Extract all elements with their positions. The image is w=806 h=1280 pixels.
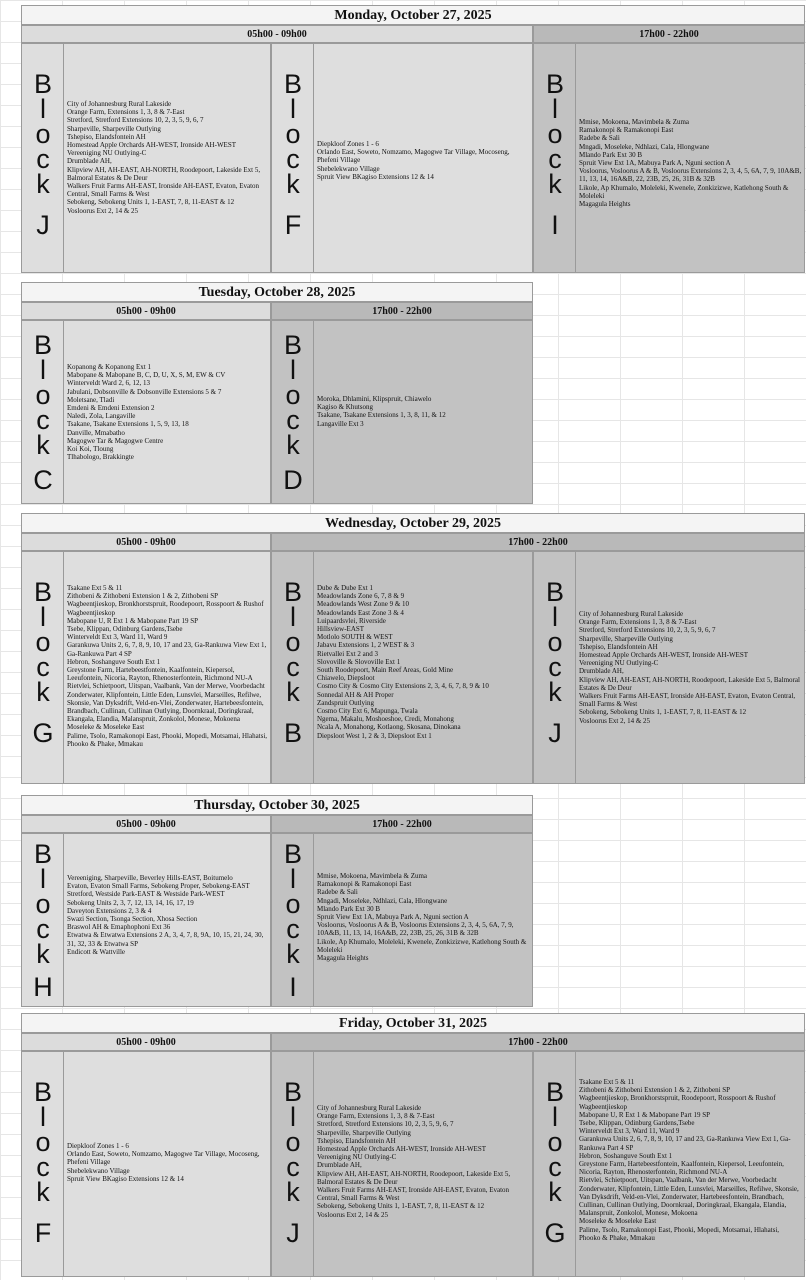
evening-slot-header: 17h00 - 22h00 [271,815,533,833]
block-letter-column [272,321,314,503]
block-cell [21,43,271,273]
block-label: B l o c k F [283,69,302,240]
area-list: City of Johannesburg Rural Lakeside Orange Farm, Extensions 1, 3, 8 & 7-East Stretford, Stretford Extensions 10, 2, 3, 5, 9, 6, 7 Sharpeville, Sharpeville Outlying Tshepiso, Elandsfontein AH Homestead Apple Orchards AH-WEST, Ironside AH-WEST Vereeniging NU Outlying-C Drumblade AH, Klipview AH, AH-EAST, AH-NORTH, Roodepoort, Lakeside Ext 5, Balmoral Estates & De Deur Walkers Fruit Farms AH-EAST, Ironside AH-EAST, Evaton, Evaton Central, Small Farms & West Sebokeng, Sebokeng Units 1, 1-EAST, 7, 8, 11-EAST & 12 Vosloorus Ext 2, 14 & 25 [67,100,261,215]
block-letter-column [534,44,576,272]
block-letter-column [22,1052,64,1276]
area-list: Vereeniging, Sharpeville, Beverley Hills-EAST, Boitumelo Evaton, Evaton Small Farms, Sebokeng Proper, Sebokeng-EAST Stretford, Westside Park-EAST & Westside Park-WEST Sebokeng Units 2, 3, 7, 12, 13, 14, 16, 17, 19 Daveyton Extensions 2, 3 & 4 Swazi Section, Tsonga Section, Xhosa Section Braswol AH & Emaphophoni Ext 36 Etwatwa & Etwatwa Extensions 2 A, 3, 4, 7, 8, 9A, 10, 15, 21, 24, 30, 31, 32, 33 & Etwatwa SP Endicott & Wattville [67,874,264,956]
block-cell [271,43,533,273]
block-cell [271,320,533,504]
block-label: B l o c k H [33,839,53,1002]
block-cell [21,320,271,504]
block-letter-column [22,834,64,1006]
block-label: B l o c k G [32,577,54,748]
morning-slot-header: 05h00 - 09h00 [21,533,271,551]
day-title: Thursday, October 30, 2025 [21,795,533,815]
block-label: B l o c k F [33,1077,52,1248]
block-letter-column [534,552,576,783]
day-title: Tuesday, October 28, 2025 [21,282,533,302]
evening-slot-header: 17h00 - 22h00 [533,25,805,43]
block-label: B l o c k G [544,1077,566,1248]
day-title: Monday, October 27, 2025 [21,5,805,25]
block-letter-column [22,552,64,783]
evening-slot-header: 17h00 - 22h00 [271,302,533,320]
area-list: Moroka, Dhlamini, Klipspruit, Chiawelo Kagiso & Khutsong Tsakane, Tsakane Extensions 1, 3, 8, 11, & 12 Langaville Ext 3 [317,395,446,428]
block-cell [271,833,533,1007]
block-cell [533,1051,805,1277]
morning-slot-header: 05h00 - 09h00 [21,815,271,833]
block-cell [21,1051,271,1277]
block-letter-column [272,44,314,272]
area-list: Mmise, Mokoena, Mavimbela & Zuma Ramakonopi & Ramakonopi East Radebe & Sali Mngadi, Moseleke, Ndhlazi, Cala, Hlongwane Mlando Park Ext 30 B Spruit View Ext 1A, Mabuya Park A, Nguni section A Vosloorus, Vosloorus A & B, Vosloorus Extensions 2, 3, 4, 5, 6A, 7, 9, 10A&B, 11, 13, 14, 16A&B, 22, 23B, 25, 26, 31B & 32B Likole, Ap Khumalo, Moleleki, Kwenele, Zonkizizwe, Katlehong South & Moleleki Magagula Heights [317,872,527,963]
block-label: B l o c k J [545,577,564,748]
morning-slot-header: 05h00 - 09h00 [21,25,533,43]
block-letter-column [22,44,64,272]
block-label: B l o c k C [33,330,53,495]
block-cell [21,833,271,1007]
area-list: Mmise, Mokoena, Mavimbela & Zuma Ramakonopi & Ramakonopi East Radebe & Sali Mngadi, Moseleke, Ndhlazi, Cala, Hlongwane Mlando Park Ext 30 B Spruit View Ext 1A, Mabuya Park A, Nguni section A Vosloorus, Vosloorus A & B, Vosloorus Extensions 2, 3, 4, 5, 6A, 7, 9, 10A&B, 11, 13, 14, 16A&B, 22, 23B, 25, 26, 31B & 32B Likole, Ap Khumalo, Moleleki, Kwenele, Zonkizizwe, Katlehong South & Moleleki Magagula Heights [579,118,802,209]
block-cell [533,551,805,784]
block-cell [21,551,271,784]
area-list: City of Johannesburg Rural Lakeside Orange Farm, Extensions 1, 3, 8 & 7-East Stretford, Stretford Extensions 10, 2, 3, 5, 9, 6, 7 Sharpeville, Sharpeville Outlying Tshepiso, Elandsfontein AH Homestead Apple Orchards AH-WEST, Ironside AH-WEST Vereeniging NU Outlying-C Drumblade AH, Klipview AH, AH-EAST, AH-NORTH, Roodepoort, Lakeside Ext 5, Balmoral Estates & De Deur Walkers Fruit Farms AH-EAST, Ironside AH-EAST, Evaton, Evaton Central, Small Farms & West Sebokeng, Sebokeng Units 1, 1-EAST, 7, 8, 11-EAST & 12 Vosloorus Ext 2, 14 & 25 [579,610,800,725]
area-list: Kopanong & Kopanong Ext 1 Mabopane & Mabopane B, C, D, U, X, S, M, EW & CV Winterveldt Ward 2, 6, 12, 13 Jabulani, Dobsonville & Dobsonville Extensions 5 & 7 Moletsane, Tladi Emdeni & Emdeni Extension 2 Naledi, Zola, Langaville Tsakane, Tsakane Extensions 1, 5, 9, 13, 18 Danville, Mmabatho Magogwe Tar & Magogwe Centre Koi Koi, Tloung Tlhabologo, Brakkingte [67,363,226,462]
block-label: B l o c k J [33,69,52,240]
evening-slot-header: 17h00 - 22h00 [271,533,805,551]
day-title: Wednesday, October 29, 2025 [21,513,805,533]
block-cell [271,551,533,784]
area-list: Tsakane Ext 5 & 11 Zithobeni & Zithobeni Extension 1 & 2, Zithobeni SP Wagbeentjieskop, Bronkhorstspruit, Roodepoort, Rosspoort & Rushof Wagbeentjieskop Mabopane U, R Ext 1 & Mabopane Part 19 SP Tsebe, Klippan, Odinburg Gardens,Tsebe Winterveldt Ext 3, Ward 11, Ward 9 Garankuwa Units 2, 6, 7, 8, 9, 10, 17 and 23, Ga-Rankuwa View Ext 1, Ga-Rankuwa Part 4 SP Hebron, Soshanguve South Ext 1 Greystone Farm, Hartebeestfontein, Kaalfontein, Kiepersol, Leeufontein, Nicoria, Rayton, Rhenosterfontein, Richmond NU-A Rietvlei, Schietpoort, Uitspan, Vaalbank, Van der Merwe, Voorbedacht Zonderwater, Klipfontein, Little Eden, Lunsvlei, Marseilles, Refilwe, Skonsie, Van Dyksdrift, Veld-en-Vlei, Zonderwater, Hartebeesfontein, Brandbach, Cullinan, Cullinan Outlying, Doornkraal, Doringkraal, Ekangala, Elandia, Malanspruit, Zonkolol, Monese, Mokoena Moseleke & Moseleke East Palime, Tsolo, Ramakonopi East, Phooki, Mopedi, Motsamai, Hlahatsi, Phooko & Phake, Mmakau [67,584,268,748]
block-letter-column [272,834,314,1006]
day-title: Friday, October 31, 2025 [21,1013,805,1033]
block-letter-column [272,1052,314,1276]
block-label: B l o c k I [545,69,564,240]
block-letter-column [272,552,314,783]
area-list: Dube & Dube Ext 1 Meadowlands Zone 6, 7, 8 & 9 Meadowlands West Zone 9 & 10 Meadowlands East Zone 3 & 4 Luipaardsvlei, Riverside Hillsview-EAST Motlolo SOUTH & WEST Jabavu Extensions 1, 2 WEST & 3 Rietvallei Ext 2 and 3 Slovoville & Slovoville Ext 1 South Roodepoort, Main Reef Areas, Gold Mine Chiawelo, Diepsloot Cosmo City & Cosmo City Extensions 2, 3, 4, 6, 7, 8, 9 & 10 Sonnedal AH & AH Proper Zandspruit Outlying Cosmo City Ext 6, Mapunga, Twala Ngema, Makalu, Moshoeshoe, Credi, Monahong Ncala A, Monahong, Kotlaong, Skosana, Dinokana Diepsloot West 1, 2 & 3, Diepsloot Ext 1 [317,584,489,740]
block-cell [271,1051,533,1277]
block-label: B l o c k I [283,839,302,1002]
morning-slot-header: 05h00 - 09h00 [21,1033,271,1051]
area-list: Diepkloof Zones 1 - 6 Orlando East, Soweto, Nomzamo, Magogwe Tar Village, Mocoseng, Phefeni Village Shebelekwano Village Spruit View BKagiso Extensions 12 & 14 [317,140,510,181]
area-list: Tsakane Ext 5 & 11 Zithobeni & Zithobeni Extension 1 & 2, Zithobeni SP Wagbeentjieskop, Bronkhorstspruit, Roodepoort, Rosspoort & Rushof Wagbeentjieskop Mabopane U, R Ext 1 & Mabopane Part 19 SP Tsebe, Klippan, Odinburg Gardens,Tsebe Winterveldt Ext 3, Ward 11, Ward 9 Garankuwa Units 2, 6, 7, 8, 9, 10, 17 and 23, Ga-Rankuwa View Ext 1, Ga-Rankuwa Part 4 SP Hebron, Soshanguve South Ext 1 Greystone Farm, Hartebeestfontein, Kaalfontein, Kiepersol, Leeufontein, Nicoria, Rayton, Rhenosterfontein, Richmond NU-A Rietvlei, Schietpoort, Uitspan, Vaalbank, Van der Merwe, Voorbedacht Zonderwater, Klipfontein, Little Eden, Lunsvlei, Marseilles, Refilwe, Skonsie, Van Dyksdrift, Veld-en-Vlei, Zonderwater, Hartebeesfontein, Brandbach, Cullinan, Cullinan Outlying, Doornkraal, Doringkraal, Ekangala, Elandia, Malanspruit, Zonkolol, Monese, Mokoena Moseleke & Moseleke East Palime, Tsolo, Ramakonopi East, Phooki, Mopedi, Motsamai, Hlahatsi, Phooko & Phake, Mmakau [579,1078,799,1242]
block-cell [533,43,805,273]
area-list: City of Johannesburg Rural Lakeside Orange Farm, Extensions 1, 3, 8 & 7-East Stretford, Stretford Extensions 10, 2, 3, 5, 9, 6, 7 Sharpeville, Sharpeville Outlying Tshepiso, Elandsfontein AH Homestead Apple Orchards AH-WEST, Ironside AH-WEST Vereeniging NU Outlying-C Drumblade AH, Klipview AH, AH-EAST, AH-NORTH, Roodepoort, Lakeside Ext 5, Balmoral Estates & De Deur Walkers Fruit Farms AH-EAST, Ironside AH-EAST, Evaton, Evaton Central, Small Farms & West Sebokeng, Sebokeng Units 1, 1-EAST, 7, 8, 11-EAST & 12 Vosloorus Ext 2, 14 & 25 [317,1104,511,1219]
block-label: B l o c k J [283,1077,302,1248]
block-letter-column [534,1052,576,1276]
area-list: Diepkloof Zones 1 - 6 Orlando East, Soweto, Nomzamo, Magogwe Tar Village, Mocoseng, Phefeni Village Shebelekwano Village Spruit View BKagiso Extensions 12 & 14 [67,1142,260,1183]
morning-slot-header: 05h00 - 09h00 [21,302,271,320]
block-letter-column [22,321,64,503]
block-label: B l o c k B [283,577,302,748]
evening-slot-header: 17h00 - 22h00 [271,1033,805,1051]
block-label: B l o c k D [283,330,303,495]
